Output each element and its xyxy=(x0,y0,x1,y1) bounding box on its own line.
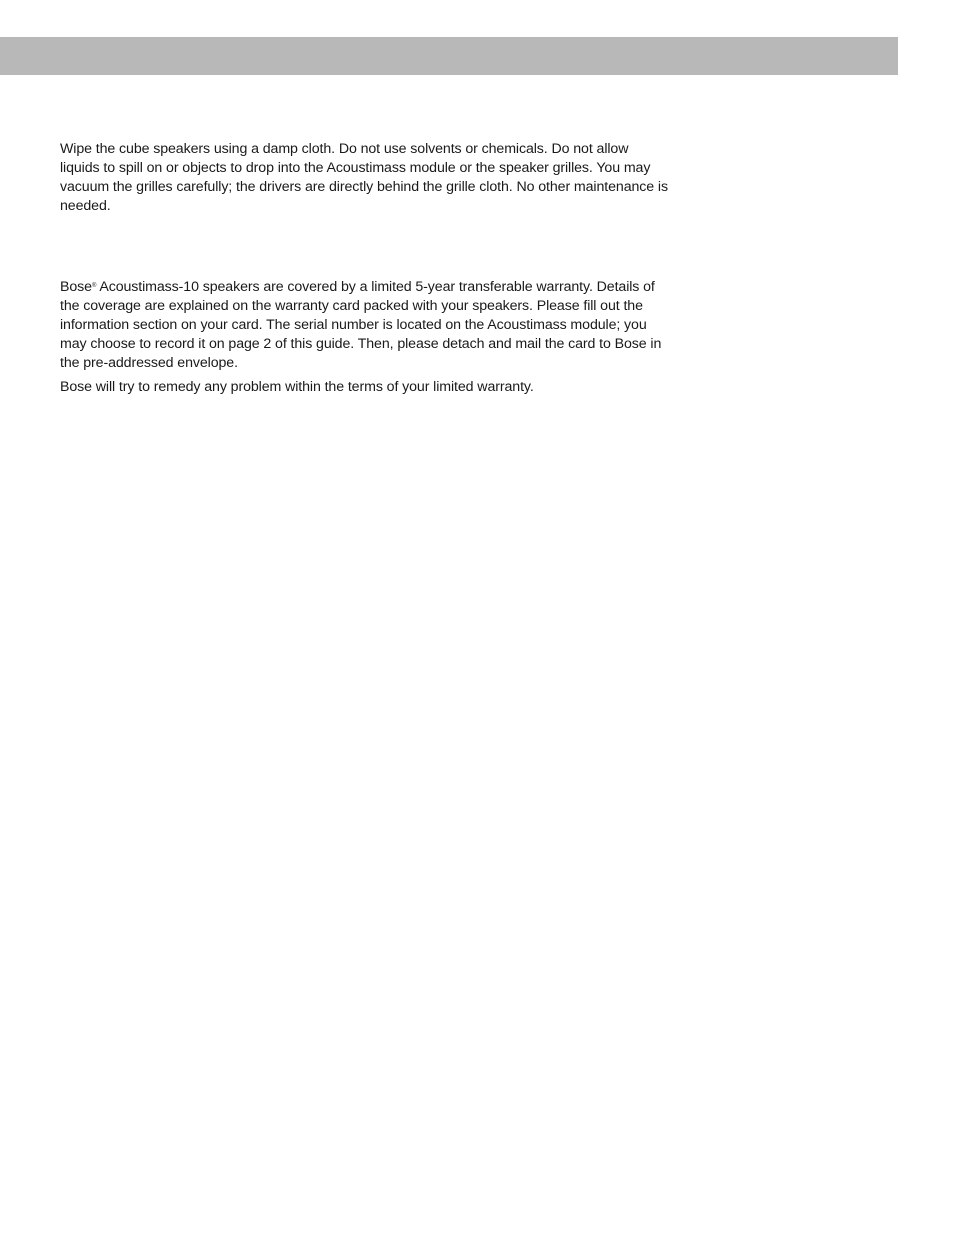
warranty-text: Acoustimass-10 speakers are covered by a limited 5-year transferable warranty. Details of the coverage are explained on the warranty card packed with your speakers. Please fill out the information section on your card. The serial number is located on the Acoustimass module; you may choose to record it on page 2 of this guide. Then, please detach and mail the card to Bose in the pre-addressed envelope. xyxy=(60,279,662,371)
remedy-paragraph: Bose will try to remedy any problem within the terms of your limited warranty. xyxy=(60,379,534,395)
brand-name: Bose xyxy=(60,279,92,295)
header-bar xyxy=(0,37,898,75)
care-section xyxy=(60,140,670,216)
registered-mark: ® xyxy=(91,283,97,289)
warranty-paragraph xyxy=(60,278,670,373)
care-paragraph: Wipe the cube speakers using a damp cloth. Do not use solvents or chemicals. Do not allow liquids to spill on or objects to drop into the Acoustimass module or the speaker grilles. You may vacuum the grilles carefully; the drivers are directly behind the grille cloth. No other maintenance is needed. xyxy=(60,141,668,214)
warranty-section xyxy=(60,278,670,397)
